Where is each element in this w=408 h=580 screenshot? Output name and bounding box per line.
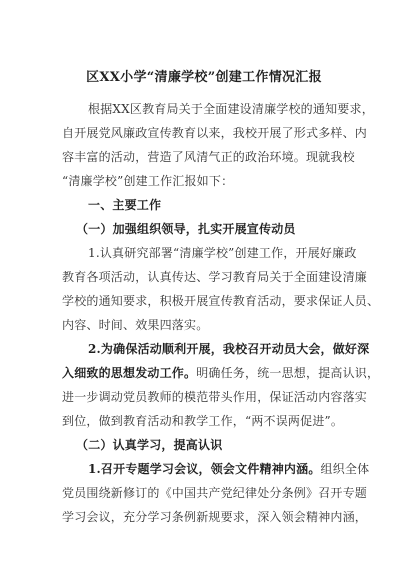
intro-line-3: 容丰富的活动，营造了风清气正的政治环境。现就我校 <box>62 150 355 164</box>
paragraph-3-rest: 组织全体 <box>320 462 370 476</box>
paragraph-3-line-1 <box>88 460 369 477</box>
paragraph-1-line-1: 1.认真研究部署“清廉学校”创建工作，开展好廉政 <box>88 246 357 260</box>
paragraph-1-line-3: 学校的通知要求，积极开展宣传教育活动，要求保证人员、 <box>62 294 380 308</box>
paragraph-1-line-2: 教育各项活动，认真传达、学习教育局关于全面建设清廉 <box>62 270 368 284</box>
subsection-heading-2: （二）认真学习，提高认识 <box>76 438 223 452</box>
paragraph-2-line-2 <box>62 364 379 381</box>
paragraph-2-rest-line-2: 明确任务，统一思想，提高认识， <box>196 366 380 380</box>
intro-line-2: 自开展党风廉政宣传教育以来，我校开展了形式多样、内 <box>62 126 368 140</box>
paragraph-2-bold-line-1: 2.为确保活动顺利开展，我校召开动员大会，做好深 <box>88 342 370 356</box>
section-heading-main-work: 一、主要工作 <box>88 198 162 212</box>
intro-line-4: “清廉学校”创建工作汇报如下： <box>62 174 234 188</box>
paragraph-2-bold-line-2: 入细致的思想发动工作。 <box>62 366 197 380</box>
paragraph-2-line-3: 进一步调动党员教师的模范带头作用，保证活动内容落实 <box>62 390 368 404</box>
paragraph-3-line-2: 党员围绕新修订的《中国共产党纪律处分条例》召开专题 <box>62 486 368 500</box>
intro-line-1: 根据XX区教育局关于全面建设清廉学校的通知要求， <box>88 102 374 116</box>
paragraph-3-bold: 1.召开专题学习会议，领会文件精神内涵。 <box>88 462 321 476</box>
paragraph-3-line-3: 学习会议，充分学习条例新规要求，深入领会精神内涵， <box>62 510 368 524</box>
paragraph-2-line-4: 到位，做到教育活动和教学工作，“两不误两促进”。 <box>62 414 344 428</box>
paragraph-1-line-4: 内容、时间、效果四落实。 <box>62 318 209 332</box>
subsection-heading-1: （一）加强组织领导，扎实开展宣传动员 <box>76 222 296 236</box>
document-title: 区XX小学“清廉学校”创建工作情况汇报 <box>86 70 322 85</box>
